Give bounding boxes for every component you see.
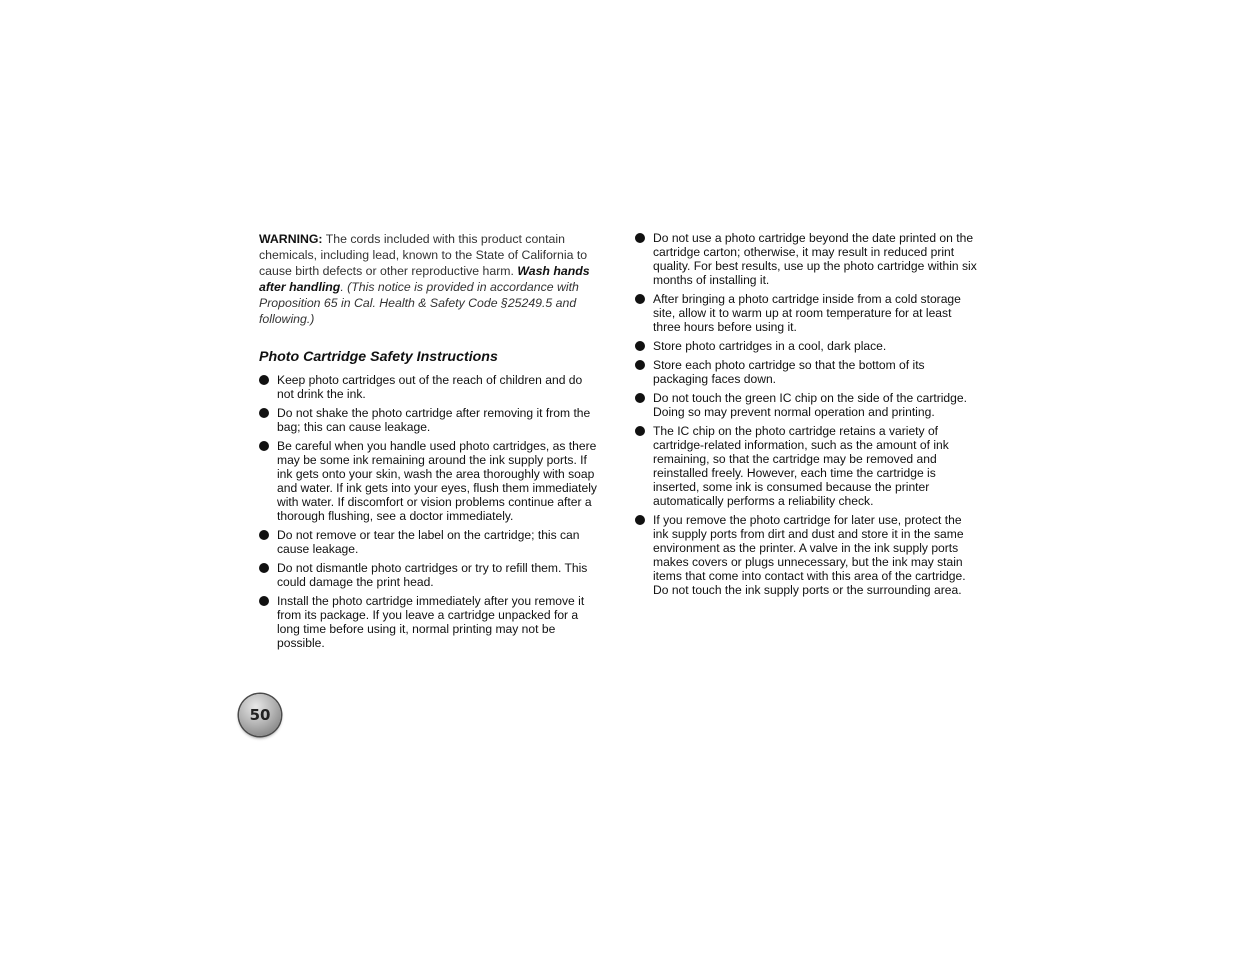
list-item-text: Store each photo cartridge so that the bottom of its packaging faces down. bbox=[653, 358, 925, 386]
bullet-icon bbox=[635, 341, 645, 351]
list-item bbox=[635, 391, 977, 419]
list-item-text: After bringing a photo cartridge inside from a cold storage site, allow it to warm up at room temperature for at least three hours before using it. bbox=[653, 292, 961, 334]
bullet-icon bbox=[635, 515, 645, 525]
bullet-icon bbox=[635, 393, 645, 403]
list-item-text: The IC chip on the photo cartridge retains a variety of cartridge-related information, such as the amount of ink remaining, so that the cartridge may be removed and reinstalled freely. However, each time the cartridge is inserted, some ink is consumed because the printer automatically performs a reliability check. bbox=[653, 424, 949, 508]
page-number-badge bbox=[239, 694, 281, 736]
list-item-text: Do not touch the green IC chip on the side of the cartridge. Doing so may prevent normal operation and printing. bbox=[653, 391, 967, 419]
bullet-icon bbox=[635, 294, 645, 304]
left-column bbox=[259, 231, 601, 655]
list-item-text: Do not remove or tear the label on the cartridge; this can cause leakage. bbox=[277, 528, 580, 556]
list-item bbox=[259, 528, 601, 556]
bullet-icon bbox=[635, 426, 645, 436]
section-heading: Photo Cartridge Safety Instructions bbox=[259, 349, 498, 365]
list-item bbox=[259, 561, 601, 589]
list-item bbox=[635, 424, 977, 508]
list-item-text: Be careful when you handle used photo cartridges, as there may be some ink remaining around the ink supply ports. If ink gets onto your skin, wash the area thoroughly with soap and water. If ink gets into your eyes, flush them immediately with water. If discomfort or vision problems continue after a thorough flushing, see a doctor immediately. bbox=[277, 439, 597, 523]
list-item-text: Do not use a photo cartridge beyond the date printed on the cartridge carton; otherwise, it may result in reduced print quality. For best results, use up the photo cartridge within six months of installing it. bbox=[653, 231, 977, 287]
list-item bbox=[259, 406, 601, 434]
warning-note: . (This notice is provided in accordance with Proposition 65 in Cal. Health & Safety Code §25249.5 and following.) bbox=[259, 280, 579, 326]
list-item bbox=[635, 339, 977, 353]
warning-wash-hands: Wash hands after handling bbox=[259, 264, 590, 294]
bullet-icon bbox=[259, 408, 269, 418]
bullet-icon bbox=[635, 233, 645, 243]
list-item bbox=[635, 513, 977, 597]
list-item-text: Do not shake the photo cartridge after removing it from the bag; this can cause leakage. bbox=[277, 406, 591, 434]
list-item-text: Keep photo cartridges out of the reach of children and do not drink the ink. bbox=[277, 373, 583, 401]
list-item bbox=[259, 439, 601, 523]
bullet-icon bbox=[259, 375, 269, 385]
warning-text: The cords included with this product contain chemicals, including lead, known to the State of California to cause birth defects or other reproductive harm. bbox=[259, 232, 588, 278]
bullet-icon bbox=[259, 441, 269, 451]
list-item bbox=[259, 373, 601, 401]
right-column bbox=[635, 231, 977, 602]
bullet-icon bbox=[259, 530, 269, 540]
warning-paragraph bbox=[259, 231, 601, 327]
list-item bbox=[259, 594, 601, 650]
list-item-text: Install the photo cartridge immediately after you remove it from its package. If you leave a cartridge unpacked for a long time before using it, normal printing may not be possible. bbox=[277, 594, 585, 650]
list-item-text: If you remove the photo cartridge for later use, protect the ink supply ports from dirt and dust and store it in the same environment as the printer. A valve in the ink supply ports makes covers or plugs unnecessary, but the ink may stain items that come into contact with this area of the cartridge. Do not touch the ink supply ports or the surrounding area. bbox=[653, 513, 966, 597]
list-item-text: Store photo cartridges in a cool, dark place. bbox=[653, 339, 887, 353]
list-item-text: Do not dismantle photo cartridges or try to refill them. This could damage the print head. bbox=[277, 561, 588, 589]
list-item bbox=[635, 292, 977, 334]
bullet-icon bbox=[635, 360, 645, 370]
right-bullet-list bbox=[635, 231, 977, 597]
bullet-icon bbox=[259, 596, 269, 606]
bullet-icon bbox=[259, 563, 269, 573]
page-number: 50 bbox=[249, 706, 271, 724]
list-item bbox=[635, 358, 977, 386]
left-bullet-list bbox=[259, 373, 601, 650]
warning-label: WARNING: bbox=[259, 232, 323, 246]
list-item bbox=[635, 231, 977, 287]
